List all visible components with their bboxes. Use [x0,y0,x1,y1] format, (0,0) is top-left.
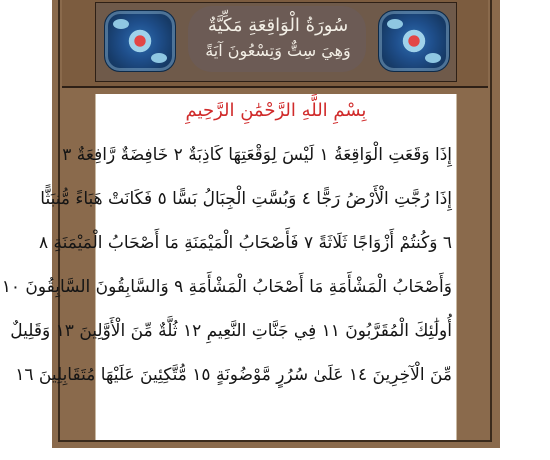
verse-line-4: وَأَصْحَابُ الْمَشْأَمَةِ مَا أَصْحَابُ الْمَشْأَمَةِ ٩ وَالسَّابِقُونَ السَّابِقُونَ ١٠ [1,277,452,297]
header-divider [62,86,488,88]
frame-border-right [490,0,492,442]
left-ornament-icon [104,10,176,72]
verse-line-2: إِذَا رُجَّتِ الْأَرْضُ رَجًّا ٤ وَبُسَّتِ الْجِبَالُ بَسًّا ٥ فَكَانَتْ هَبَاءً مُّنبَثًّا [40,189,452,209]
surah-verse-info: وَهِيَ سِتٌّ وَتِسْعُونَ آيَةً [205,41,351,60]
surah-title: سُورَةُ الْوَاقِعَةِ مَكِّيَّةٌ [207,15,349,36]
right-ornament-icon [378,10,450,72]
verse-panel [1,94,457,440]
verse-line-5: أُولَٰئِكَ الْمُقَرَّبُونَ ١١ فِي جَنَّاتِ النَّعِيمِ ١٢ ثُلَّةٌ مِّنَ الْأَوَّلِينَ ١٣ وَقَلِيلٌ [10,321,452,341]
verse-line-3: ٦ وَكُنتُمْ أَزْوَاجًا ثَلَاثَةً ٧ فَأَصْحَابُ الْمَيْمَنَةِ مَا أَصْحَابُ الْمَيْمَنَةِ ٨ [39,233,452,253]
verse-line-1: إِذَا وَقَعَتِ الْوَاقِعَةُ ١ لَيْسَ لِوَقْعَتِهَا كَاذِبَةٌ ٢ خَافِضَةٌ رَّافِعَةٌ ٣ [62,145,452,165]
frame-border-bottom [58,440,492,442]
basmala: بِسْمِ اللَّهِ الرَّحْمَٰنِ الرَّحِيمِ [185,100,367,121]
verse-line-6: مِّنَ الْآخِرِينَ ١٤ عَلَىٰ سُرُرٍ مَّوْضُونَةٍ ١٥ مُّتَّكِئِينَ عَلَيْهَا مُتَقَابِلِينَ ١٦ [15,365,452,385]
